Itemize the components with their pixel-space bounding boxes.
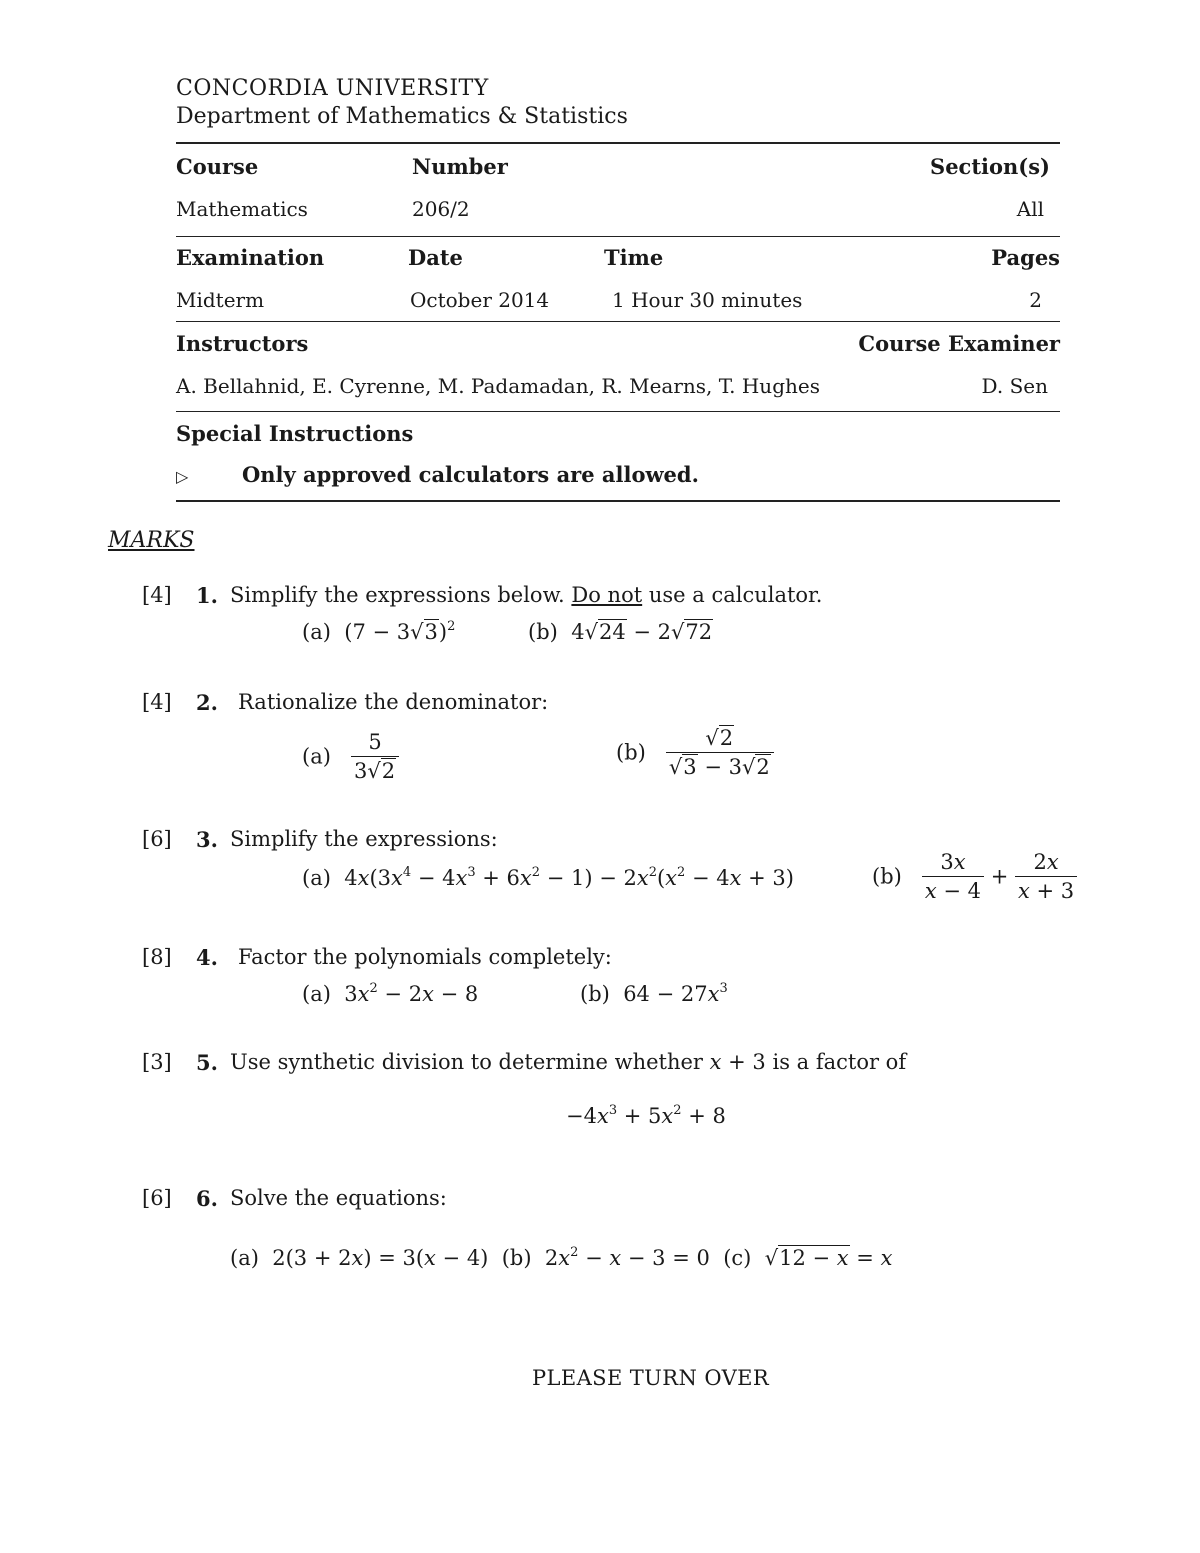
footer-text: PLEASE TURN OVER	[532, 1366, 770, 1390]
date-value: October 2014	[410, 288, 550, 312]
time-value: 1 Hour 30 minutes	[612, 288, 803, 312]
rule-top	[176, 142, 1060, 144]
exam-label: Examination	[176, 245, 325, 270]
q3a-expr: (a) $4x(3x^4 - 4x^3 + 6x^2 - 1) - 2x^2(x^2 - 4x + 3)$	[302, 865, 794, 890]
q5-expr: $-4x^3 + 5x^2 + 8$	[566, 1103, 726, 1128]
q2-mark: [4]	[142, 690, 172, 714]
instructors-value: A. Bellahnid, E. Cyrenne, M. Padamadan, R. Mearns, T. Hughes	[176, 374, 820, 398]
date-label: Date	[408, 245, 463, 270]
examiner-value: D. Sen	[981, 374, 1048, 398]
instructors-label: Instructors	[176, 331, 309, 356]
q1-text-underline: Do not	[571, 583, 643, 607]
q4a-expr: (a) $3x^2 - 2x - 8$	[302, 981, 479, 1006]
bullet-icon: ▷	[176, 467, 189, 486]
part-label: (c)	[723, 1246, 752, 1270]
q4-number: 4.	[196, 945, 218, 970]
part-label: (a)	[302, 620, 331, 644]
part-label: (a)	[230, 1246, 259, 1270]
q5-text-pre: Use synthetic division to determine whether	[230, 1050, 710, 1074]
q4-mark: [8]	[142, 945, 172, 969]
q1-text-post: use a calculator.	[642, 583, 823, 607]
course-value: Mathematics	[176, 197, 308, 221]
university-name: CONCORDIA UNIVERSITY	[176, 76, 489, 101]
q2-number: 2.	[196, 690, 218, 715]
q6-number: 6.	[196, 1186, 218, 1211]
part-label: (b)	[616, 740, 646, 765]
q3b-expr: (b) $\frac{3x}{x - 4}$ + $\frac{2x}{x + 3}$	[872, 850, 1077, 903]
part-label: (a)	[302, 744, 331, 769]
q1-number: 1.	[196, 583, 218, 608]
course-label: Course	[176, 154, 259, 179]
q1b-expr: (b) 4√24 − 2√72	[528, 620, 713, 644]
part-label: (b)	[580, 982, 610, 1006]
q6-exprs: (a) 2(3 + 2x) = 3(x − 4) (b) $2x^2 - x - 3 = 0$ (c) √12 − x = x	[230, 1245, 893, 1270]
q2a-expr: (a) $\frac{5}{3√2}$	[302, 730, 399, 783]
part-label: (b)	[528, 620, 558, 644]
q5-number: 5.	[196, 1050, 218, 1075]
sections-value: All	[1016, 197, 1044, 221]
special-label: Special Instructions	[176, 421, 414, 446]
q3-text: Simplify the expressions:	[230, 827, 498, 851]
q1a-expr: (a) $(7 - 3√3)^2$	[302, 619, 456, 644]
q3-mark: [6]	[142, 827, 172, 851]
sections-label: Section(s)	[930, 154, 1050, 179]
q6-text: Solve the equations:	[230, 1186, 447, 1210]
rule-2	[176, 236, 1060, 237]
number-label: Number	[412, 154, 508, 179]
q4b-expr: (b) $64 - 27x^3$	[580, 981, 728, 1006]
rule-bottom	[176, 500, 1060, 502]
rule-4	[176, 411, 1060, 412]
department-name: Department of Mathematics & Statistics	[176, 104, 628, 129]
q2-text: Rationalize the denominator:	[238, 690, 549, 714]
q1-mark: [4]	[142, 583, 172, 607]
q5-text: Use synthetic division to determine whether x + 3 is a factor of	[230, 1050, 907, 1074]
rule-3	[176, 321, 1060, 322]
q3-number: 3.	[196, 827, 218, 852]
part-label: (b)	[501, 1246, 532, 1270]
q1-text	[230, 583, 822, 607]
pages-value: 2	[1029, 288, 1042, 312]
q2b-expr: (b) $\frac{√2}{√3 - 3√2}$	[616, 726, 774, 779]
examiner-label: Course Examiner	[858, 331, 1060, 356]
part-label: (a)	[302, 982, 331, 1006]
exam-value: Midterm	[176, 288, 265, 312]
part-label: (b)	[872, 864, 902, 889]
time-label: Time	[604, 245, 664, 270]
q5-mark: [3]	[142, 1050, 172, 1074]
part-label: (a)	[302, 866, 331, 890]
pages-label: Pages	[991, 245, 1060, 270]
q1-text-pre: Simplify the expressions below.	[230, 583, 572, 607]
number-value: 206/2	[412, 197, 470, 221]
q4-text: Factor the polynomials completely:	[238, 945, 612, 969]
q5-text-post: is a factor of	[765, 1050, 907, 1074]
special-value: Only approved calculators are allowed.	[242, 462, 699, 487]
q6-mark: [6]	[142, 1186, 172, 1210]
marks-title: MARKS	[108, 528, 195, 553]
